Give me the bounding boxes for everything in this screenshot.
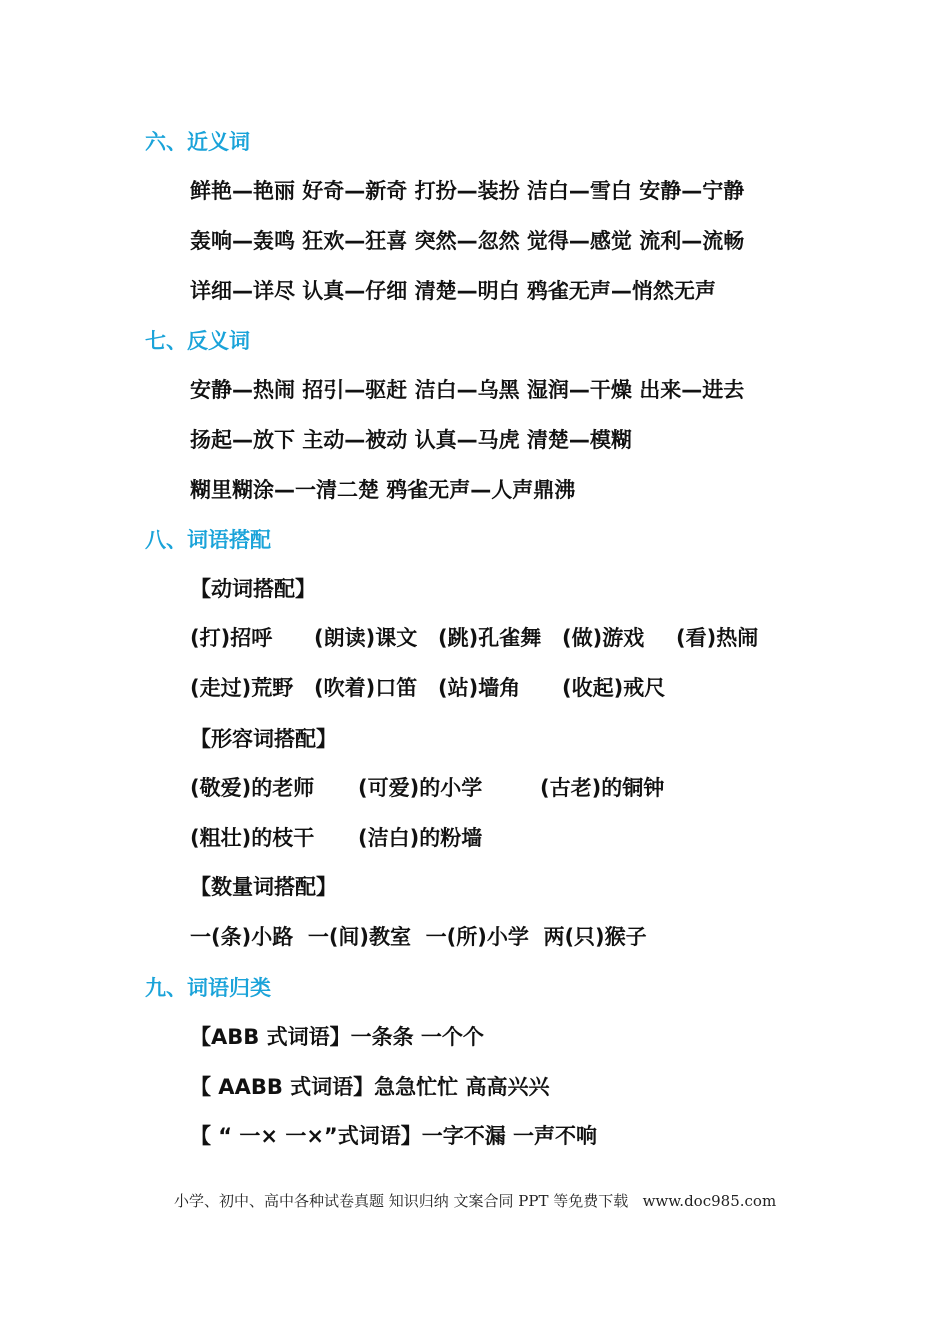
verb-collocation-item: (收起)戒尺 (562, 676, 666, 700)
quantifier-collocation-line: 一(条)小路 一(间)教室 一(所)小学 两(只)猴子 (190, 925, 647, 949)
verb-collocation-item: (吹着)口笛 (314, 676, 418, 700)
antonyms-line-2: 扬起—放下 主动—被动 认真—马虎 清楚—模糊 (190, 428, 632, 452)
adjective-collocation-item: (古老)的铜钟 (540, 776, 665, 800)
synonyms-line-2: 轰响—轰鸣 狂欢—狂喜 突然—忽然 觉得—感觉 流利—流畅 (190, 229, 745, 253)
verb-collocation-item: (站)墙角 (438, 676, 521, 700)
synonyms-line-1: 鲜艳—艳丽 好奇—新奇 打扮—装扮 洁白—雪白 安静—宁静 (190, 179, 745, 203)
antonyms-line-1: 安静—热闹 招引—驱赶 洁白—乌黑 湿润—干燥 出来—进去 (190, 378, 745, 402)
section-heading-antonyms: 七、反义词 (145, 329, 250, 353)
verb-collocation-item: (做)游戏 (562, 626, 645, 650)
synonyms-line-3: 详细—详尽 认真—仔细 清楚—明白 鸦雀无声—悄然无声 (190, 279, 716, 303)
classification-line-abb: 【ABB 式词语】一条条 一个个 (190, 1025, 484, 1049)
verb-collocation-item: (走过)荒野 (190, 676, 294, 700)
section-heading-classification: 九、词语归类 (145, 976, 271, 1000)
verb-collocation-item: (打)招呼 (190, 626, 273, 650)
classification-line-aabb: 【 AABB 式词语】急急忙忙 高高兴兴 (190, 1075, 550, 1099)
adjective-collocation-item: (敬爱)的老师 (190, 776, 315, 800)
verb-collocation-title: 【动词搭配】 (190, 577, 316, 601)
section-heading-synonyms: 六、近义词 (145, 130, 250, 154)
verb-collocation-item: (看)热闹 (676, 626, 759, 650)
adjective-collocation-title: 【形容词搭配】 (190, 727, 337, 751)
quantifier-collocation-title: 【数量词搭配】 (190, 875, 337, 899)
adjective-collocation-item: (粗壮)的枝干 (190, 826, 315, 850)
page-footer: 小学、初中、高中各种试卷真题 知识归纳 文案合同 PPT 等免费下载 www.doc985.com (174, 1192, 777, 1210)
adjective-collocation-item: (可爱)的小学 (358, 776, 483, 800)
verb-collocation-item: (朗读)课文 (314, 626, 418, 650)
section-heading-collocations: 八、词语搭配 (145, 528, 271, 552)
classification-line-yi: 【 “ 一× 一×”式词语】一字不漏 一声不响 (190, 1124, 598, 1148)
antonyms-line-3: 糊里糊涂—一清二楚 鸦雀无声—人声鼎沸 (190, 478, 576, 502)
verb-collocation-item: (跳)孔雀舞 (438, 626, 542, 650)
adjective-collocation-item: (洁白)的粉墙 (358, 826, 483, 850)
